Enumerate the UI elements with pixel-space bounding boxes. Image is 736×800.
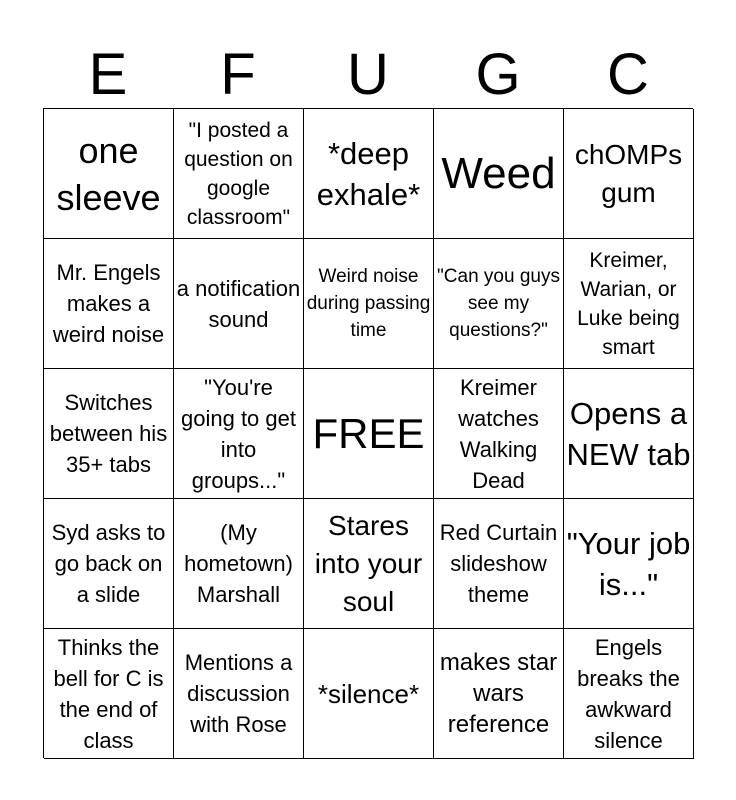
cell-text: Mentions a discussion with Rose — [184, 650, 293, 737]
header-letter: U — [347, 42, 389, 107]
cell-text: Thinks the bell for C is the end of class — [53, 634, 164, 753]
cell-text: Engels breaks the awkward silence — [577, 634, 680, 753]
bingo-cell[interactable] — [174, 239, 304, 369]
bingo-cell[interactable] — [434, 109, 564, 239]
cell-text: *deep exhale* — [316, 135, 421, 212]
bingo-cell[interactable] — [174, 499, 304, 629]
cell-text: "I posted a question on google classroom" — [184, 118, 293, 229]
cell-text: Red Curtain slideshow theme — [439, 520, 558, 607]
cell-text: "You're going to get into groups..." — [181, 374, 296, 493]
bingo-cell[interactable] — [434, 369, 564, 499]
bingo-cell[interactable] — [304, 109, 434, 239]
header-letter: C — [607, 42, 649, 107]
cell-text: Opens a NEW tab — [566, 395, 691, 472]
bingo-cell[interactable] — [564, 499, 694, 629]
bingo-cell[interactable] — [44, 369, 174, 499]
bingo-grid — [43, 108, 693, 758]
cell-text: one sleeve — [56, 129, 161, 218]
free-space[interactable] — [304, 369, 434, 499]
bingo-cell[interactable] — [304, 499, 434, 629]
bingo-cell[interactable] — [304, 239, 434, 369]
cell-text: Weed — [441, 148, 556, 198]
bingo-cell[interactable] — [174, 369, 304, 499]
cell-text: chOMPs gum — [574, 138, 683, 208]
cell-text: Weird noise during passing time — [306, 266, 431, 341]
cell-text: Kreimer, Warian, or Luke being smart — [577, 248, 680, 359]
cell-text: Switches between his 35+ tabs — [49, 390, 168, 477]
cell-text: (My hometown) Marshall — [184, 520, 293, 607]
cell-text: makes star wars reference — [439, 649, 558, 738]
cell-text: Stares into your soul — [314, 509, 423, 617]
bingo-cell[interactable] — [174, 109, 304, 239]
header-letter: E — [88, 42, 128, 107]
bingo-cell[interactable] — [564, 109, 694, 239]
bingo-cell[interactable] — [174, 629, 304, 759]
bingo-cell[interactable] — [304, 629, 434, 759]
bingo-cell[interactable] — [44, 109, 174, 239]
bingo-cell[interactable] — [564, 369, 694, 499]
bingo-cell[interactable] — [564, 629, 694, 759]
cell-text: Mr. Engels makes a weird noise — [52, 260, 165, 347]
cell-text: a notification sound — [176, 275, 301, 332]
bingo-cell[interactable] — [434, 239, 564, 369]
bingo-cell[interactable] — [434, 629, 564, 759]
bingo-cell[interactable] — [44, 629, 174, 759]
cell-text: "Your job is..." — [566, 525, 691, 602]
bingo-cell[interactable] — [44, 239, 174, 369]
bingo-header — [43, 42, 693, 108]
bingo-cell[interactable] — [44, 499, 174, 629]
cell-text: Kreimer watches Walking Dead — [458, 374, 539, 493]
cell-text: "Can you guys see my questions?" — [437, 266, 560, 341]
header-letter: F — [220, 42, 256, 107]
bingo-cell[interactable] — [434, 499, 564, 629]
bingo-cell[interactable] — [564, 239, 694, 369]
cell-text: FREE — [312, 409, 425, 457]
cell-text: *silence* — [317, 678, 420, 709]
cell-text: Syd asks to go back on a slide — [51, 520, 166, 607]
header-letter: G — [475, 42, 521, 107]
